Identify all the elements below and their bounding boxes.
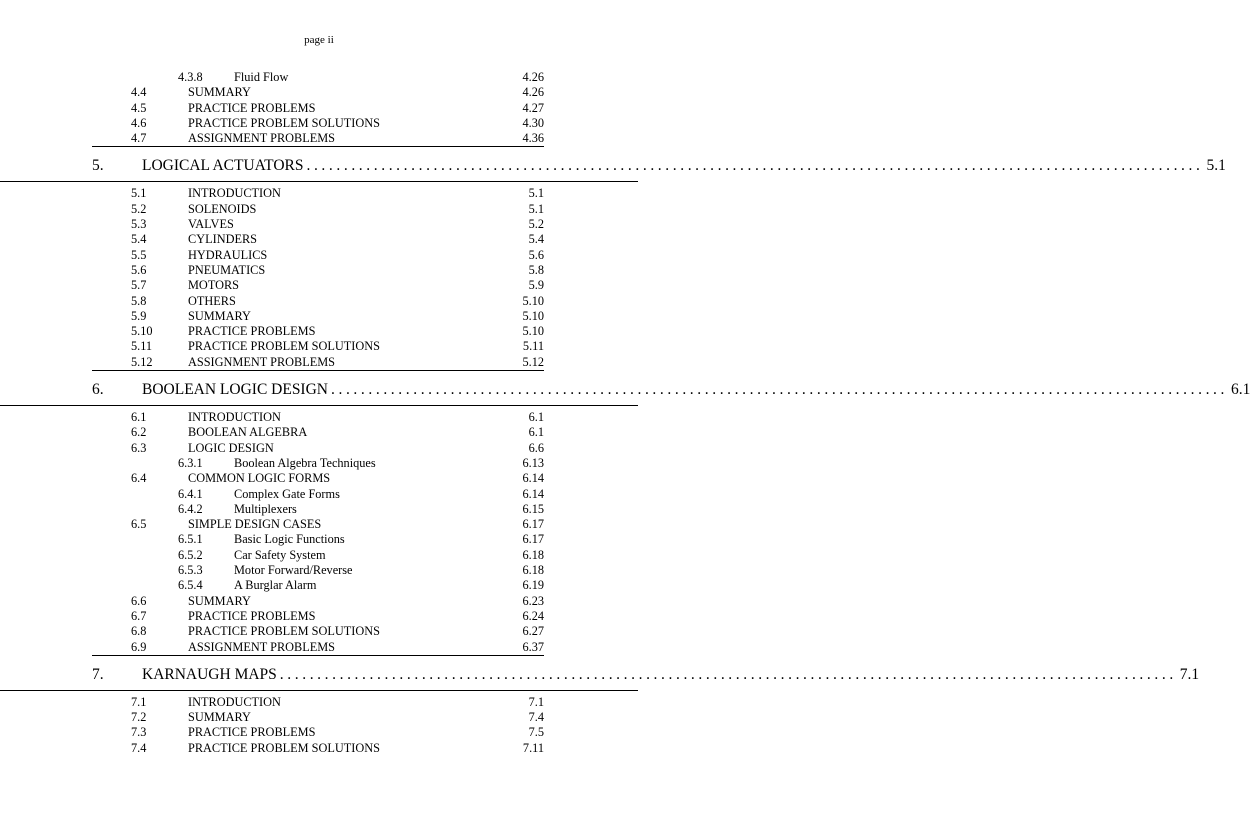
section-number: 6.4.2 bbox=[178, 501, 203, 516]
chapter-number: 6. bbox=[92, 381, 104, 399]
section-title: HYDRAULICS bbox=[188, 247, 268, 262]
chapter-title: KARNAUGH MAPS bbox=[142, 665, 277, 683]
section-page-number: 7.5 bbox=[528, 725, 544, 740]
toc-subsection-entry[interactable] bbox=[0, 532, 638, 547]
section-number: 6.4.1 bbox=[178, 486, 203, 501]
toc-subsection-entry[interactable] bbox=[0, 548, 638, 563]
toc-section-entry[interactable] bbox=[0, 710, 638, 725]
section-page-number: 6.23 bbox=[522, 593, 544, 608]
toc-section-entry[interactable] bbox=[0, 263, 638, 278]
section-number: 5.6 bbox=[131, 262, 147, 277]
dot-leader: ........................................................................................................................ bbox=[306, 157, 1204, 175]
section-number: 6.5 bbox=[131, 517, 147, 532]
toc-subsection-entry[interactable] bbox=[0, 502, 638, 517]
toc-section-entry[interactable] bbox=[0, 217, 638, 232]
toc-section-entry[interactable] bbox=[0, 624, 638, 639]
section-page-number: 6.14 bbox=[522, 471, 544, 486]
chapter-page-number: 6.1 bbox=[1231, 381, 1250, 399]
toc-subsection-entry[interactable] bbox=[0, 563, 638, 578]
section-page-number: 5.10 bbox=[522, 308, 544, 323]
section-page-number: 5.11 bbox=[522, 339, 544, 354]
section-number: 5.3 bbox=[131, 217, 147, 232]
toc-section-entry[interactable] bbox=[0, 425, 638, 440]
toc-subsection-entry[interactable] bbox=[0, 70, 638, 85]
section-number: 5.10 bbox=[131, 324, 153, 339]
section-number: 5.11 bbox=[131, 339, 153, 354]
section-title: PRACTICE PROBLEMS bbox=[188, 100, 316, 115]
section-page-number: 5.12 bbox=[522, 354, 544, 369]
section-title: BOOLEAN ALGEBRA bbox=[188, 425, 308, 440]
toc-section-entry[interactable] bbox=[0, 294, 638, 309]
section-title: SUMMARY bbox=[188, 308, 251, 323]
section-title: INTRODUCTION bbox=[188, 410, 281, 425]
section-page-number: 5.1 bbox=[528, 186, 544, 201]
chapter-title-line bbox=[142, 375, 1250, 405]
toc-section-entry[interactable] bbox=[0, 202, 638, 217]
section-number: 4.7 bbox=[131, 131, 147, 146]
section-page-number: 6.14 bbox=[522, 486, 544, 501]
section-title: SUMMARY bbox=[188, 710, 251, 725]
section-title: PRACTICE PROBLEM SOLUTIONS bbox=[188, 740, 380, 755]
section-number: 7.1 bbox=[131, 694, 147, 709]
section-title: Basic Logic Functions bbox=[234, 532, 345, 547]
toc-section-entry[interactable] bbox=[0, 101, 638, 116]
chapter-heading[interactable] bbox=[0, 375, 1250, 406]
section-number: 6.7 bbox=[131, 608, 147, 623]
toc-section-entry[interactable] bbox=[0, 339, 638, 354]
toc-section-entry[interactable] bbox=[0, 116, 638, 131]
section-page-number: 7.1 bbox=[528, 694, 544, 709]
toc-subsection-entry[interactable] bbox=[0, 487, 638, 502]
section-number: 7.4 bbox=[131, 740, 147, 755]
page-header: page ii bbox=[304, 34, 334, 46]
section-page-number: 6.19 bbox=[522, 578, 544, 593]
chapter-title-line bbox=[142, 151, 1226, 181]
section-page-number: 5.10 bbox=[522, 324, 544, 339]
section-title: Multiplexers bbox=[234, 501, 297, 516]
section-number: 4.3.8 bbox=[178, 70, 203, 84]
section-number: 5.5 bbox=[131, 247, 147, 262]
chapter-title: LOGICAL ACTUATORS bbox=[142, 157, 304, 175]
section-page-number: 7.11 bbox=[522, 740, 544, 755]
dot-leader: ........................................................................................................................ bbox=[279, 665, 1177, 683]
section-page-number: 5.8 bbox=[528, 262, 544, 277]
section-title: PRACTICE PROBLEM SOLUTIONS bbox=[188, 624, 380, 639]
section-page-number: 6.1 bbox=[528, 410, 544, 425]
toc-section-entry[interactable] bbox=[0, 695, 638, 710]
section-title: ASSIGNMENT PROBLEMS bbox=[188, 354, 336, 369]
section-page-number: 5.4 bbox=[528, 232, 544, 247]
chapter-divider bbox=[92, 655, 544, 656]
section-page-number: 5.9 bbox=[528, 278, 544, 293]
chapter-heading[interactable] bbox=[0, 660, 1200, 691]
chapter-page-number: 7.1 bbox=[1179, 665, 1200, 683]
dot-leader: ........................................................................................................................ bbox=[331, 381, 1228, 399]
section-number: 6.5.3 bbox=[178, 563, 203, 578]
table-of-contents bbox=[0, 70, 1250, 756]
section-page-number: 6.27 bbox=[522, 624, 544, 639]
section-title: SOLENOIDS bbox=[188, 201, 257, 216]
section-page-number: 6.17 bbox=[522, 517, 544, 532]
section-number: 6.9 bbox=[131, 639, 147, 654]
toc-section-entry[interactable] bbox=[0, 471, 638, 486]
section-title: INTRODUCTION bbox=[188, 694, 281, 709]
section-title: Fluid Flow bbox=[234, 70, 289, 84]
section-title: ASSIGNMENT PROBLEMS bbox=[188, 639, 336, 654]
toc-section-entry[interactable] bbox=[0, 232, 638, 247]
section-number: 7.2 bbox=[131, 710, 147, 725]
section-number: 4.5 bbox=[131, 100, 147, 115]
section-title: A Burglar Alarm bbox=[234, 578, 317, 593]
chapter-title-line bbox=[142, 660, 1200, 690]
section-title: PNEUMATICS bbox=[188, 262, 266, 277]
section-title: PRACTICE PROBLEMS bbox=[188, 608, 316, 623]
toc-section-entry[interactable] bbox=[0, 640, 638, 655]
section-title: Boolean Algebra Techniques bbox=[234, 455, 376, 470]
section-page-number: 4.26 bbox=[522, 70, 544, 84]
toc-section-entry[interactable] bbox=[0, 278, 638, 293]
section-page-number: 6.24 bbox=[522, 608, 544, 623]
section-number: 4.4 bbox=[131, 85, 147, 100]
toc-section-entry[interactable] bbox=[0, 441, 638, 456]
chapter-page-number: 5.1 bbox=[1206, 157, 1226, 175]
toc-section-entry[interactable] bbox=[0, 609, 638, 624]
section-number: 6.6 bbox=[131, 593, 147, 608]
section-title: Car Safety System bbox=[234, 547, 326, 562]
section-page-number: 4.36 bbox=[522, 131, 544, 146]
section-title: INTRODUCTION bbox=[188, 186, 281, 201]
section-title: SUMMARY bbox=[188, 593, 251, 608]
section-number: 5.8 bbox=[131, 293, 147, 308]
section-title: PRACTICE PROBLEM SOLUTIONS bbox=[188, 115, 380, 130]
chapter-number: 7. bbox=[92, 665, 104, 683]
section-page-number: 6.17 bbox=[522, 532, 544, 547]
section-number: 6.1 bbox=[131, 410, 147, 425]
section-number: 5.2 bbox=[131, 201, 147, 216]
toc-subsection-entry[interactable] bbox=[0, 578, 638, 593]
section-page-number: 6.18 bbox=[522, 563, 544, 578]
section-title: OTHERS bbox=[188, 293, 236, 308]
toc-section-entry[interactable] bbox=[0, 741, 638, 756]
toc-section-entry[interactable] bbox=[0, 594, 638, 609]
section-title: COMMON LOGIC FORMS bbox=[188, 471, 331, 486]
section-number: 5.4 bbox=[131, 232, 147, 247]
toc-section-entry[interactable] bbox=[0, 309, 638, 324]
toc-section-entry[interactable] bbox=[0, 186, 638, 201]
section-page-number: 4.26 bbox=[522, 85, 544, 100]
section-page-number: 6.13 bbox=[522, 455, 544, 470]
section-page-number: 6.15 bbox=[522, 501, 544, 516]
toc-section-entry[interactable] bbox=[0, 131, 638, 146]
section-page-number: 5.6 bbox=[528, 247, 544, 262]
section-page-number: 5.1 bbox=[528, 201, 544, 216]
section-page-number: 7.4 bbox=[528, 710, 544, 725]
section-number: 4.6 bbox=[131, 115, 147, 130]
chapter-divider bbox=[92, 370, 544, 371]
section-page-number: 6.1 bbox=[528, 425, 544, 440]
section-title: ASSIGNMENT PROBLEMS bbox=[188, 131, 336, 146]
chapter-heading[interactable] bbox=[0, 151, 1226, 182]
chapter-number: 5. bbox=[92, 157, 104, 175]
section-title: Motor Forward/Reverse bbox=[234, 563, 353, 578]
section-number: 5.7 bbox=[131, 278, 147, 293]
section-page-number: 4.27 bbox=[522, 100, 544, 115]
toc-section-entry[interactable] bbox=[0, 410, 638, 425]
section-title: VALVES bbox=[188, 217, 234, 232]
section-title: PRACTICE PROBLEMS bbox=[188, 324, 316, 339]
section-number: 5.1 bbox=[131, 186, 147, 201]
section-title: MOTORS bbox=[188, 278, 240, 293]
toc-section-entry[interactable] bbox=[0, 85, 638, 100]
section-number: 6.5.2 bbox=[178, 547, 203, 562]
toc-subsection-entry[interactable] bbox=[0, 456, 638, 471]
section-number: 5.9 bbox=[131, 308, 147, 323]
section-number: 6.2 bbox=[131, 425, 147, 440]
section-number: 7.3 bbox=[131, 725, 147, 740]
section-page-number: 6.18 bbox=[522, 547, 544, 562]
toc-section-entry[interactable] bbox=[0, 248, 638, 263]
section-page-number: 6.37 bbox=[522, 639, 544, 654]
section-page-number: 4.30 bbox=[522, 115, 544, 130]
section-title: CYLINDERS bbox=[188, 232, 258, 247]
section-page-number: 6.6 bbox=[528, 440, 544, 455]
section-number: 6.3.1 bbox=[178, 455, 203, 470]
section-page-number: 5.2 bbox=[528, 217, 544, 232]
section-title: PRACTICE PROBLEM SOLUTIONS bbox=[188, 339, 380, 354]
section-number: 6.4 bbox=[131, 471, 147, 486]
toc-section-entry[interactable] bbox=[0, 517, 638, 532]
section-title: SUMMARY bbox=[188, 85, 251, 100]
section-title: LOGIC DESIGN bbox=[188, 440, 274, 455]
section-number: 6.3 bbox=[131, 440, 147, 455]
chapter-divider bbox=[92, 146, 544, 147]
section-number: 5.12 bbox=[131, 354, 153, 369]
toc-section-entry[interactable] bbox=[0, 355, 638, 370]
section-title: PRACTICE PROBLEMS bbox=[188, 725, 316, 740]
section-title: Complex Gate Forms bbox=[234, 486, 340, 501]
toc-section-entry[interactable] bbox=[0, 324, 638, 339]
section-number: 6.5.4 bbox=[178, 578, 203, 593]
chapter-title: BOOLEAN LOGIC DESIGN bbox=[142, 381, 328, 399]
toc-section-entry[interactable] bbox=[0, 725, 638, 740]
section-title: SIMPLE DESIGN CASES bbox=[188, 517, 322, 532]
section-page-number: 5.10 bbox=[522, 293, 544, 308]
section-number: 6.5.1 bbox=[178, 532, 203, 547]
section-number: 6.8 bbox=[131, 624, 147, 639]
